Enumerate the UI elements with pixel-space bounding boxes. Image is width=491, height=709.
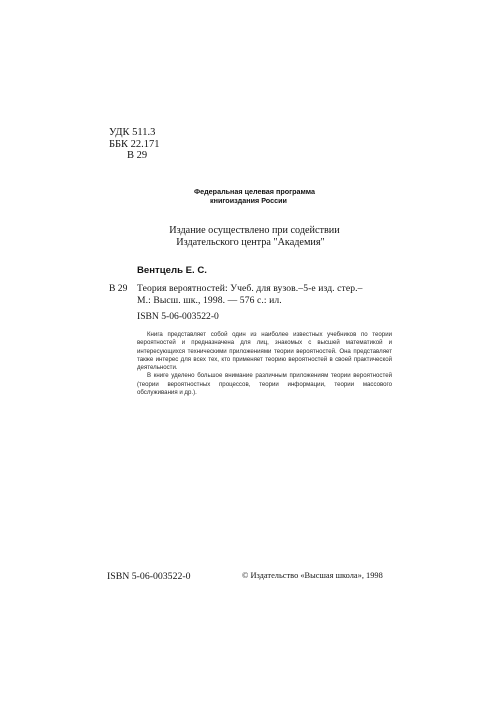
publishing-support-note xyxy=(0,225,491,249)
annotation xyxy=(137,331,392,397)
bibliographic-description xyxy=(137,283,362,306)
support-line-2: Издательского центра "Академия" xyxy=(176,237,325,248)
program-line-2: книгоиздания России xyxy=(210,196,287,205)
udk-code: УДК 511.3 xyxy=(109,127,156,138)
author-name: Вентцель Е. С. xyxy=(137,265,207,276)
bbk-code: ББК 22.171 xyxy=(109,138,160,150)
federal-program-note xyxy=(0,187,491,205)
author-mark-code: В 29 xyxy=(127,150,148,161)
description-line-2: М.: Высш. шк., 1998. — 576 с.: ил. xyxy=(137,294,282,306)
catalog-mark: В 29 xyxy=(109,283,128,294)
classification-block xyxy=(109,127,160,162)
support-line-1: Издание осуществлено при содействии xyxy=(169,225,340,236)
isbn: ISBN 5-06-003522-0 xyxy=(137,311,219,322)
footer-isbn: ISBN 5-06-003522-0 xyxy=(107,571,191,582)
program-line-1: Федеральная целевая программа xyxy=(193,187,316,196)
annotation-paragraph-1: Книга представляет собой один из наиболее известных учебников по теории вероятностей и предназначена для лиц, знакомых с высшей математикой и интересующихся техническими приложениями теории вероятностей. Она представляет также интерес для всех тех, кто применяет теорию вероятностей в своей практической деятельности. xyxy=(137,331,392,372)
description-line-1: Теория вероятностей: Учеб. для вузов.–5-е изд. стер.– xyxy=(137,283,363,294)
copyright-notice: © Издательство «Высшая школа», 1998 xyxy=(242,571,383,580)
annotation-paragraph-2: В книге уделено большое внимание различным приложениям теории вероятностей (теории вероятностных процессов, теории информации, теории массового обслуживания и др.). xyxy=(137,372,392,397)
